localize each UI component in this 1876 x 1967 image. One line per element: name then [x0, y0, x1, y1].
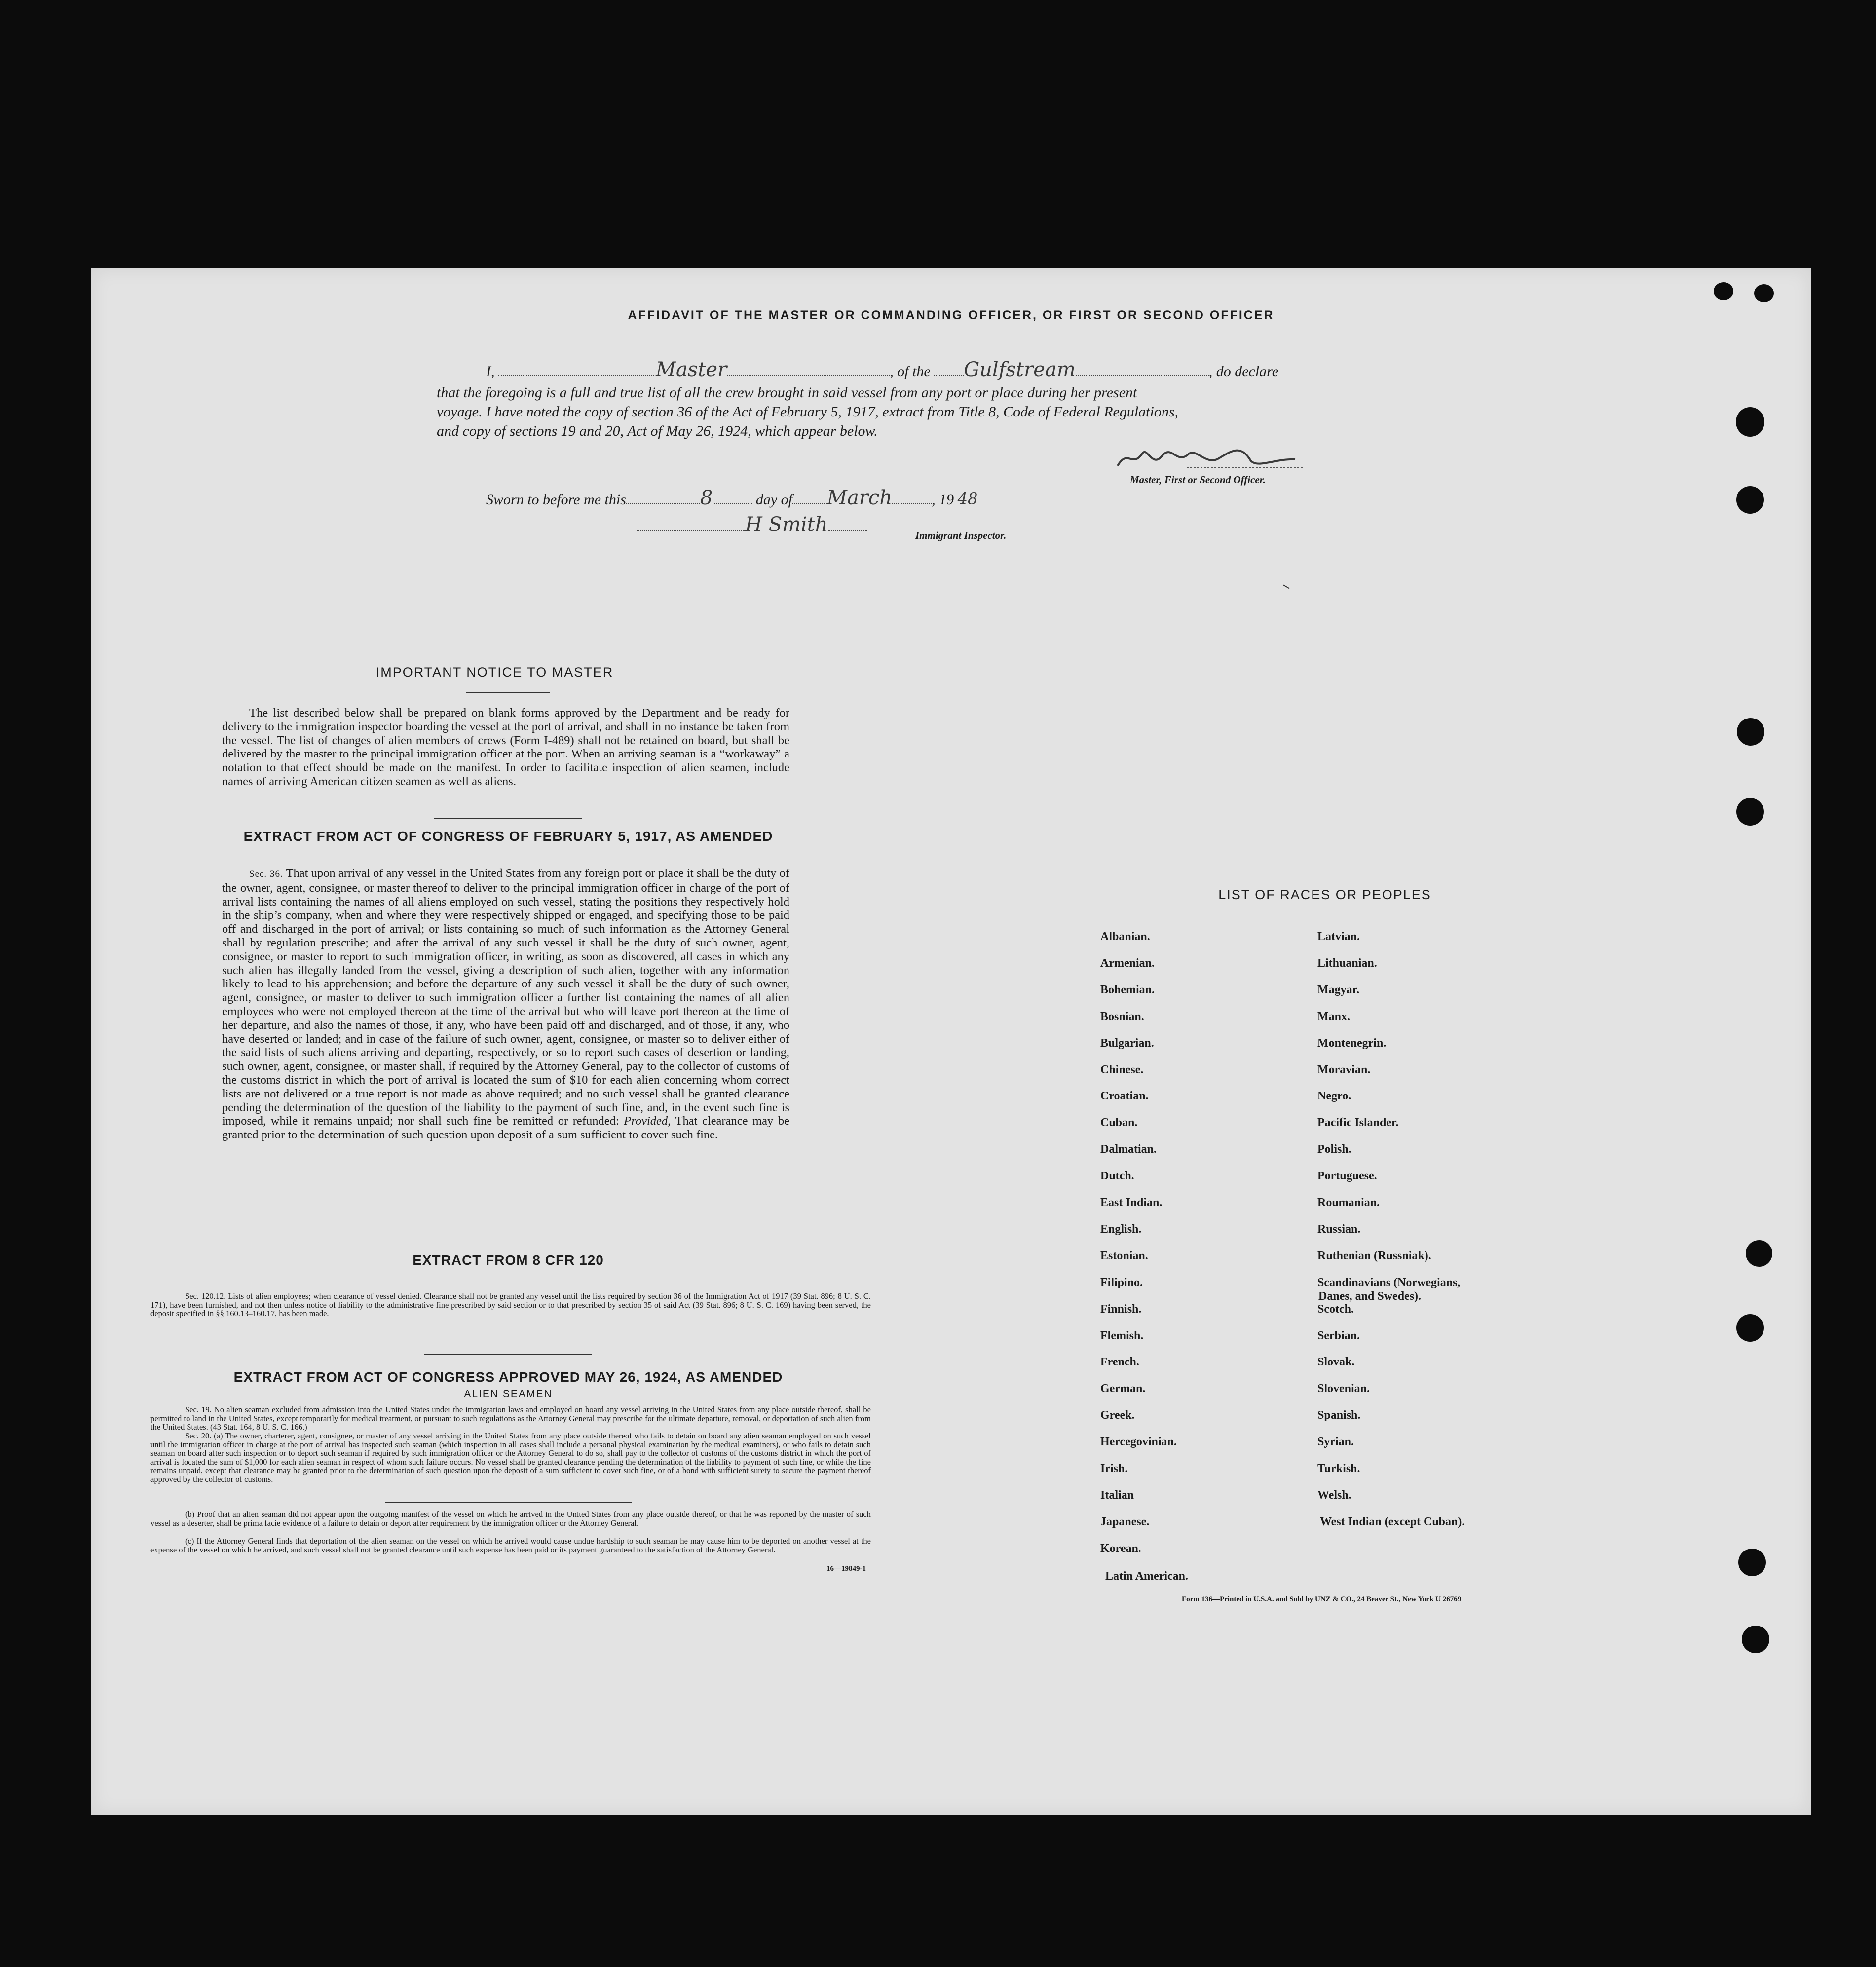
clip-hole: [1714, 282, 1733, 300]
race-item: Armenian.: [1100, 956, 1155, 970]
provided-label: Provided,: [624, 1114, 671, 1128]
race-item: Scandinavians (Norwegians,: [1317, 1276, 1461, 1289]
race-item: Slovak.: [1317, 1356, 1355, 1369]
divider: [424, 1354, 592, 1355]
race-item: Syrian.: [1317, 1436, 1354, 1449]
race-item: Ruthenian (Russniak).: [1317, 1249, 1431, 1262]
extract-1924-title: EXTRACT FROM ACT OF CONGRESS APPROVED MAY 26, 1924, AS AMENDED: [233, 1369, 783, 1385]
print-code: 16—19849-1: [826, 1565, 866, 1573]
race-item: Danes, and Swedes).: [1318, 1289, 1422, 1303]
race-item: Latin American.: [1105, 1569, 1188, 1583]
inspector-handwritten: H Smith: [745, 513, 828, 536]
race-item: Estonian.: [1100, 1249, 1148, 1262]
divider: [385, 1502, 632, 1503]
notice-body: The list described below shall be prepared on blank forms approved by the Department and be ready for delivery to the immigration inspector boarding the vessel at the port of arrival, and shall in no instance be taken from the vessel. The list of changes of alien members of crews (Form I-489) shall not be retained on board, but shall be delivered by the master to the principal immigration officer at the port. When an arriving seaman is a “workaway” a notation to that effect should be made on the manifest. In order to facilitate inspection of alien seamen, include names of arriving American citizen seamen as well as aliens.: [222, 706, 789, 788]
sec-20b-text: (b) Proof that an alien seaman did not appear upon the outgoing manifest of the vessel on which he arrived in the United States from any place outside thereof, or that he was reported by the master of such vessel as a deserter, shall be prima facie evidence of a failure to detain or deport after requirement by the immigration officer or the Attorney General.: [150, 1510, 871, 1528]
punch-hole: [1736, 486, 1764, 514]
races-title: LIST OF RACES OR PEOPLES: [1218, 887, 1431, 902]
race-item: Lithuanian.: [1317, 956, 1377, 970]
do-declare-label: , do declare: [1208, 363, 1279, 379]
race-item: Manx.: [1317, 1010, 1350, 1023]
form-page: [91, 268, 1811, 1815]
of-the-label: , of the: [890, 363, 931, 379]
race-item: Dalmatian.: [1100, 1143, 1157, 1156]
race-item: Russian.: [1317, 1222, 1361, 1236]
race-item: English.: [1100, 1222, 1142, 1236]
race-item: East Indian.: [1100, 1196, 1163, 1209]
race-item: Bosnian.: [1100, 1010, 1144, 1023]
sec-36-label: Sec. 36.: [249, 869, 283, 879]
declaration-line-2: that the foregoing is a full and true list of all the crew brought in said vessel from any port or place during her present: [437, 384, 1137, 401]
race-item: Albanian.: [1100, 930, 1150, 943]
sworn-line: [486, 489, 1201, 509]
form-footer: Form 136—Printed in U.S.A. and Sold by UNZ & CO., 24 Beaver St., New York U 26769: [1182, 1595, 1462, 1603]
race-item: Greek.: [1100, 1409, 1135, 1422]
race-item: French.: [1100, 1356, 1139, 1369]
divider: [466, 692, 550, 693]
declaration-line-3: voyage. I have noted the copy of section 36 of the Act of February 5, 1917, extract from Title 8, Code of Federal Regulations,: [437, 404, 1179, 420]
day-handwritten: 8: [700, 487, 713, 509]
race-item: West Indian (except Cuban).: [1320, 1515, 1465, 1528]
vessel-handwritten: Gulfstream: [964, 358, 1076, 381]
punch-hole: [1738, 1549, 1766, 1576]
punch-hole: [1736, 798, 1764, 826]
sec-19-text: Sec. 19. No alien seaman excluded from admission into the United States under the immigration laws and employed on board any vessel arriving in the United States from any place outside thereof, shall be permitted to land in the United States, except temporarily for medical treatment, or pursuant to such regulations as the Attorney General may prescribe for the ultimate departure, removal, or deportation of such alien from the United States. (43 Stat. 164, 8 U. S. C. 166.): [150, 1405, 871, 1432]
race-item: Roumanian.: [1317, 1196, 1380, 1209]
race-item: Negro.: [1317, 1090, 1351, 1103]
race-item: Magyar.: [1317, 983, 1360, 996]
year-handwritten: 48: [957, 490, 978, 508]
race-item: Chinese.: [1100, 1063, 1144, 1076]
cfr-title: EXTRACT FROM 8 CFR 120: [413, 1252, 604, 1268]
race-item: Irish.: [1100, 1462, 1128, 1475]
extract-1917-title: EXTRACT FROM ACT OF CONGRESS OF FEBRUARY 5, 1917, AS AMENDED: [243, 829, 773, 844]
race-item: Italian: [1100, 1488, 1134, 1502]
race-item: Spanish.: [1317, 1409, 1361, 1422]
race-item: Croatian.: [1100, 1090, 1149, 1103]
race-item: Portuguese.: [1317, 1170, 1377, 1183]
name-handwritten: Master: [656, 358, 727, 381]
punch-hole: [1742, 1626, 1769, 1653]
race-item: Slovenian.: [1317, 1382, 1370, 1396]
declaration-line-4: and copy of sections 19 and 20, Act of May 26, 1924, which appear below.: [437, 423, 878, 439]
year-prefix: , 19: [932, 492, 954, 508]
race-item: Dutch.: [1100, 1170, 1134, 1183]
race-item: Latvian.: [1317, 930, 1360, 943]
race-item: Moravian.: [1317, 1063, 1371, 1076]
race-item: Scotch.: [1317, 1302, 1354, 1316]
extract-1917-body: [222, 867, 789, 1142]
sec-20c-text: (c) If the Attorney General finds that deportation of the alien seaman on the vessel on which he arrived would cause undue hardship to such seaman he may cause him to be deported on another vessel at the expense of the vessel on which he arrived, and such vessel shall not be granted clearance until such expense has been paid or its payment guaranteed to the satisfaction of the Attorney General.: [150, 1536, 871, 1554]
race-item: Korean.: [1100, 1542, 1141, 1555]
affidavit-title: AFFIDAVIT OF THE MASTER OR COMMANDING OFFICER, OR FIRST OR SECOND OFFICER: [628, 308, 1275, 322]
i-label: I,: [486, 363, 495, 379]
punch-hole: [1736, 1314, 1764, 1342]
clip-hole: [1754, 284, 1774, 302]
stray-mark: [1283, 585, 1289, 589]
month-handwritten: March: [826, 487, 893, 509]
race-item: Pacific Islander.: [1317, 1116, 1399, 1130]
race-item: Cuban.: [1100, 1116, 1138, 1130]
sworn-label: Sworn to before me this: [486, 492, 626, 508]
notice-title: IMPORTANT NOTICE TO MASTER: [375, 665, 614, 680]
race-item: Turkish.: [1317, 1462, 1360, 1475]
race-item: Hercegovinian.: [1100, 1436, 1177, 1449]
race-item: Serbian.: [1317, 1329, 1360, 1342]
race-item: Finnish.: [1100, 1302, 1142, 1316]
race-item: Bohemian.: [1100, 983, 1155, 996]
master-signature: [1108, 439, 1310, 478]
race-item: Bulgarian.: [1100, 1036, 1154, 1050]
race-item: Polish.: [1317, 1143, 1351, 1156]
sec-36-text-end: That clearance may be granted prior to the determination of such question upon deposit of a sum sufficient to cover such fine.: [222, 1114, 790, 1142]
inspector-line: [637, 513, 903, 536]
race-item: Welsh.: [1317, 1488, 1351, 1502]
cfr-body: Sec. 120.12. Lists of alien employees; when clearance of vessel denied. Clearance shall not be granted any vessel until the lists required by section 36 of the Immigration Act of 1917 (39 Stat. 896; 8 U. S. C. 171), have been furnished, and not then unless notice of liability to the administrative fine prescribed by said section or to that prescribed by section 35 of said Act (39 Stat. 896; 8 U. S. C. 169) having been served, the deposit specified in §§ 160.13–160.17, has been made.: [150, 1291, 871, 1319]
divider: [434, 818, 582, 819]
race-item: Japanese.: [1100, 1515, 1150, 1528]
punch-hole: [1736, 407, 1764, 437]
race-item: Flemish.: [1100, 1329, 1144, 1342]
race-item: Montenegrin.: [1317, 1036, 1387, 1050]
signature-caption: Master, First or Second Officer.: [1130, 474, 1266, 486]
alien-seamen-subtitle: ALIEN SEAMEN: [464, 1388, 553, 1400]
punch-hole: [1746, 1240, 1772, 1267]
day-of-label: day of: [755, 492, 792, 508]
race-item: German.: [1100, 1382, 1146, 1396]
inspector-caption: Immigrant Inspector.: [915, 530, 1007, 541]
declaration-line-1: [486, 360, 1478, 381]
sec-20a-text: Sec. 20. (a) The owner, charterer, agent, consignee, or master of any vessel arriving in the United States from any place outside thereof who fails to detain on board any alien seaman employed on such vessel until the immigration officer in charge at the port of arrival has inspected such seaman (which inspection in all cases shall include a personal physical examination by the medical examiners), or who fails to detain such seaman on board after such inspection or to deport such seaman if required by such immigration officer or the Attorney General to do so, shall pay to the collector of customs of the customs district in which the port of arrival is located the sum of $1,000 for each alien seaman in respect of whom such failure occurs. No vessel shall be granted clearance pending the determination of the liability to payment of such fine, or while the fine remains unpaid, except that clearance may be granted prior to the determination of such question upon the deposit of a sum sufficient to cover such fine, or of a bond with sufficient surety to secure the payment thereof approved by the collector of customs.: [150, 1431, 871, 1484]
sec-36-text: That upon arrival of any vessel in the United States from any foreign port or place it shall be the duty of the owner, agent, consignee, or master thereof to deliver to the principal immigration officer in charge of the port of arrival lists containing the names of all aliens employed on such vessel, stating the positions they respectively hold in the ship’s company, when and where they were respectively shipped or engaged, and specifying those to be paid off and discharged in the port of arrival; or lists containing so much of such information as the Attorney General shall by regulation prescribe; and after the arrival of any such vessel it shall be the duty of such owner, agent, consignee, or master to report to such immigration officer, in writing, as soon as discovered, all cases in which any such alien has illegally landed from the vessel, giving a description of such alien, together with any information likely to lead to his apprehension; and before the departure of any such vessel it shall be the duty of such owner, agent, consignee, or master to deliver to such immigration officer a further list containing the names of all alien employees who were not employed thereon at the time of the arrival but who will leave port thereon at the time of her departure, and also the names of those, if any, who have been paid off and discharged, and of those, if any, who have deserted or landed; and in case of the failure of such owner, agent, consignee, or master so to deliver either of the said lists of such aliens arriving and departing, respectively, or so to report such cases of desertion or landing, such owner, agent, consignee, or master shall, if required by the Attorney General, pay to the collector of customs of the customs district in which the port of arrival is located the sum of $10 for each alien concerning whom correct lists are not delivered or a true report is not made as above required; and no such vessel shall be granted clearance pending the determination of the question of the liability to the payment of such fine, and, in the event such fine is imposed, while it remains unpaid; nor shall such fine be remitted or refunded:: [222, 867, 789, 1128]
punch-hole: [1737, 718, 1764, 746]
race-item: Filipino.: [1100, 1276, 1143, 1289]
